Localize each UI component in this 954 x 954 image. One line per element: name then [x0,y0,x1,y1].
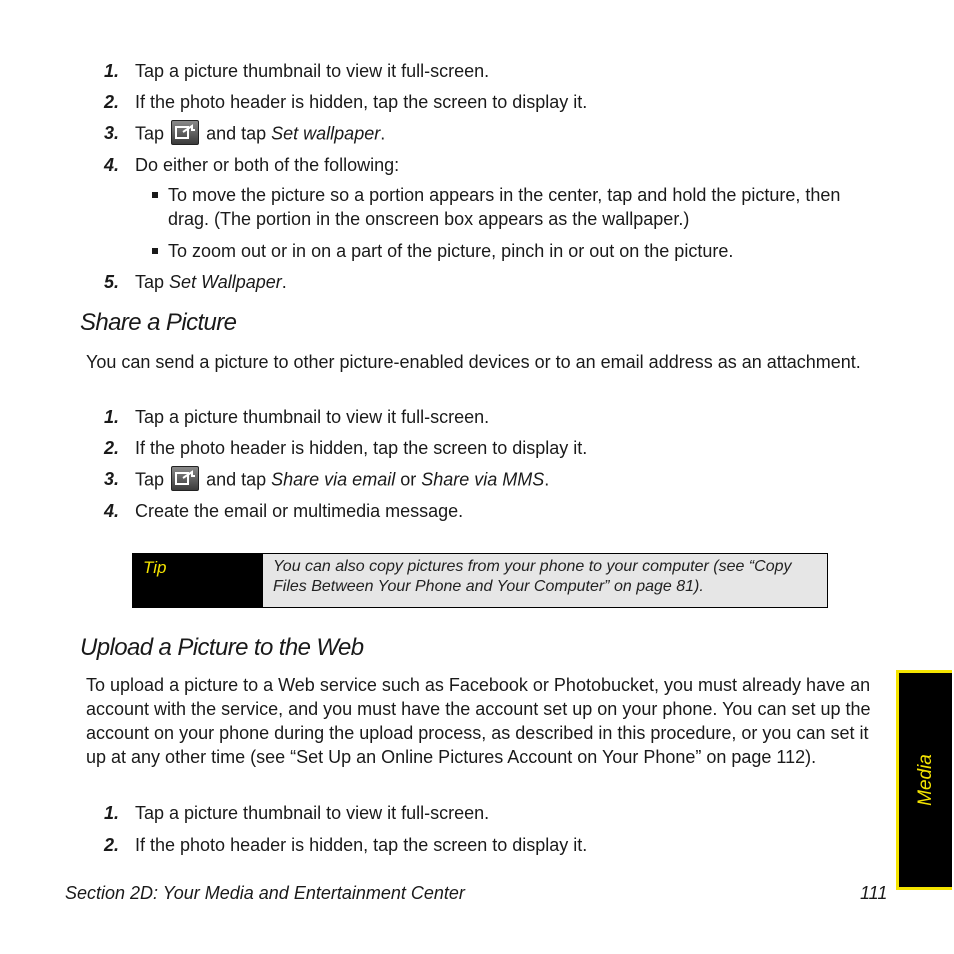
bullet-icon [152,248,158,254]
bullet-icon [152,192,158,198]
tip-label: Tip [143,558,167,577]
step-1: 1. Tap a picture thumbnail to view it full-screen. [104,61,490,81]
footer-section: Section 2D: Your Media and Entertainment Center [65,883,465,903]
share-step-3: 3. Tap and tap Share via email or Share via MMS. [104,468,134,490]
step-2: 2. If the photo header is hidden, tap the screen to display it. [104,92,588,112]
bullet-item: To move the picture so a portion appears in the center, tap and hold the picture, then drag. (The portion in the onscreen box appears as the wallpaper.) [152,183,872,231]
tip-label-box [133,554,263,607]
share-step-4: 4. Create the email or multimedia message. [104,501,464,521]
share-step-2: 2. If the photo header is hidden, tap the screen to display it. [104,438,588,458]
step-5: 5. Tap Set Wallpaper. [104,272,287,292]
share-step-1: 1. Tap a picture thumbnail to view it full-screen. [104,407,490,427]
upload-intro: To upload a picture to a Web service such as Facebook or Photobucket, you must already have an account with the service, and you must have the account set up on your phone. You can set up the account on your phone during the upload process, as described in this procedure, or you can set it up at any other time (see “Set Up an Online Pictures Account on Your Phone” on page 112). [86,675,871,767]
upload-step-2: 2. If the photo header is hidden, tap the screen to display it. [104,835,588,855]
tip-box [132,553,828,608]
share-menu-icon [171,120,199,145]
upload-step-1: 1. Tap a picture thumbnail to view it full-screen. [104,803,490,823]
section-tab-label: Media [914,754,936,806]
page-number: 111 [860,883,888,903]
bullet-item: To zoom out or in on a part of the picture, pinch in or out on the picture. [152,239,872,263]
share-intro: You can send a picture to other picture-enabled devices or to an email address as an attachment. [86,352,861,372]
step-4: 4. Do either or both of the following: [104,155,400,175]
tip-text: You can also copy pictures from your phone to your computer (see “Copy Files Between Your Phone and Your Computer” on page 81). [273,558,792,595]
share-heading: Share a Picture [80,309,237,336]
step-3: 3. Tap and tap Set wallpaper. [104,122,134,144]
upload-heading: Upload a Picture to the Web [80,634,364,661]
section-tab [896,670,952,890]
share-menu-icon [171,466,199,491]
